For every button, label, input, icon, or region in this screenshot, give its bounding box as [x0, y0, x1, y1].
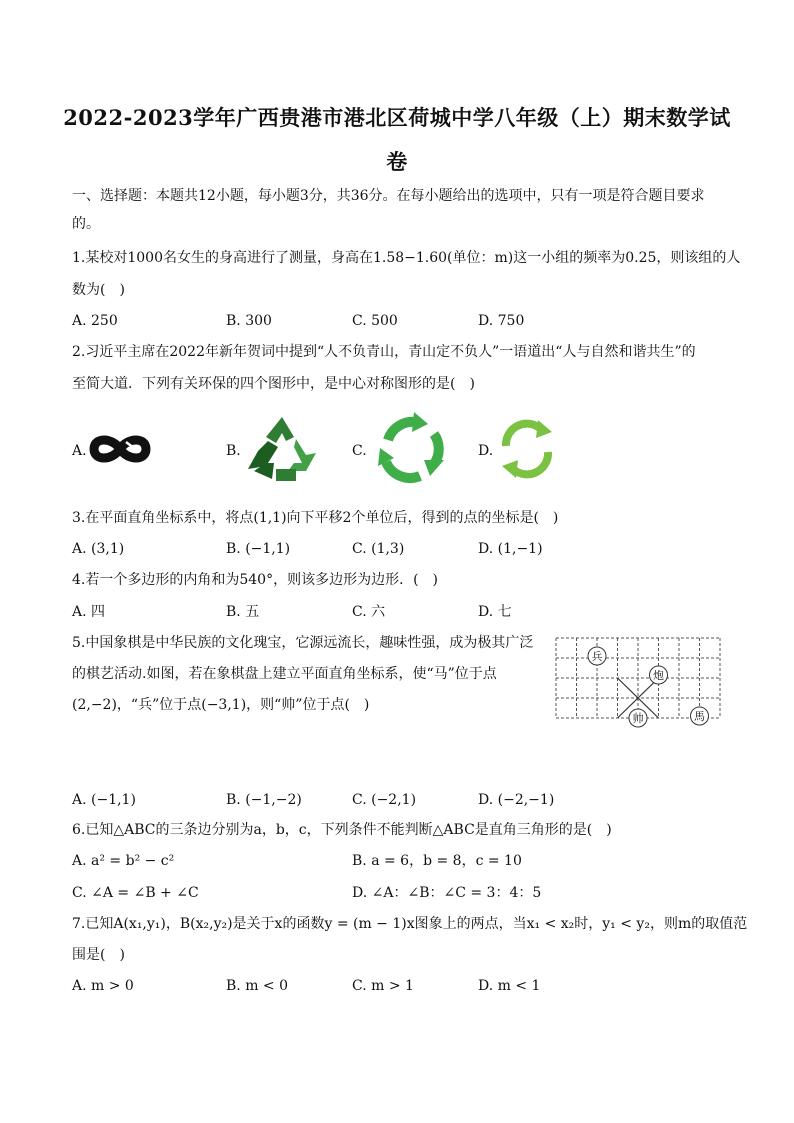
q2-option-b-label[interactable]: B. [226, 443, 241, 459]
piece-ma: 馬 [694, 710, 705, 723]
exam-title-line2: 卷 [386, 149, 408, 174]
q1-text-line1: 1.某校对1000名女生的身高进行了测量，身高在1.58−1.60(单位：m)这一小组的频率为0.25，则该组的人 [72, 250, 741, 266]
q3-text: 3.在平面直角坐标系中，将点(1,1)向下平移2个单位后，得到的点的坐标是( ) [72, 510, 559, 526]
q3-option-c[interactable]: C. (1,3) [352, 541, 405, 557]
chess-board-figure [552, 632, 724, 734]
section-heading-line1: 一、选择题：本题共12小题，每小题3分，共36分。在每小题给出的选项中，只有一项是符合题目要求 [72, 188, 705, 204]
recycle-triangle-icon[interactable] [244, 413, 320, 485]
q5-option-b[interactable]: B. (−1,−2) [226, 792, 302, 808]
q5-text-line1: 5.中国象棋是中华民族的文化瑰宝，它源远流长，趣味性强，成为极其广泛 [72, 635, 534, 651]
q6-option-a[interactable]: A. a² = b² − c² [72, 853, 175, 869]
refresh-arrows-icon[interactable] [494, 416, 560, 482]
q4-option-c[interactable]: C. 六 [352, 604, 386, 620]
section-heading-line2: 的。 [72, 216, 100, 232]
q2-text-line2: 至简大道．下列有关环保的四个图形中，是中心对称图形的是( ) [72, 376, 475, 392]
q2-text-line1: 2.习近平主席在2022年新年贺词中提到“人不负青山，青山定不负人”一语道出“人与自然和谐共生”的 [72, 344, 696, 360]
q6-text: 6.已知△ABC的三条边分别为a，b，c，下列条件不能判断△ABC是直角三角形的是( ) [72, 822, 612, 838]
q7-text-line1: 7.已知A(x₁,y₁)，B(x₂,y₂)是关于x的函数y = (m − 1)x图象上的两点，当x₁ < x₂时，y₁ < y₂，则m的取值范 [72, 916, 748, 932]
q4-text: 4.若一个多边形的内角和为540°，则该多边形为边形．( ) [72, 572, 439, 588]
q1-option-b[interactable]: B. 300 [226, 313, 272, 329]
q6-option-c[interactable]: C. ∠A = ∠B + ∠C [72, 885, 199, 901]
q2-option-a-label[interactable]: A. [72, 443, 87, 459]
q7-option-d[interactable]: D. m < 1 [478, 978, 541, 994]
q1-text-line2: 数为( ) [72, 282, 125, 298]
infinity-symbol-icon[interactable] [88, 428, 152, 470]
q5-option-a[interactable]: A. (−1,1) [72, 792, 136, 808]
q3-option-a[interactable]: A. (3,1) [72, 541, 125, 557]
piece-bing: 兵 [591, 650, 603, 663]
q5-text-line3: (2,−2)，“兵”位于点(−3,1)，则“帅”位于点( ) [72, 697, 370, 713]
q1-option-d[interactable]: D. 750 [478, 313, 525, 329]
q7-text-line2: 围是( ) [72, 947, 125, 963]
q6-option-d[interactable]: D. ∠A：∠B：∠C = 3：4：5 [352, 885, 542, 901]
piece-pao: 炮 [653, 669, 664, 682]
q7-option-c[interactable]: C. m > 1 [352, 978, 414, 994]
q1-option-a[interactable]: A. 250 [72, 313, 118, 329]
q4-option-b[interactable]: B. 五 [226, 604, 260, 620]
exam-title-line1: 2022-2023学年广西贵港市港北区荷城中学八年级（上）期末数学试 [63, 105, 731, 130]
q2-option-d-label[interactable]: D. [478, 443, 494, 459]
q5-text-line2: 的棋艺活动.如图，若在象棋盘上建立平面直角坐标系，使“马”位于点 [72, 666, 497, 682]
q1-option-c[interactable]: C. 500 [352, 313, 398, 329]
recycle-circle-arrows-icon[interactable] [370, 410, 454, 490]
q7-option-a[interactable]: A. m > 0 [72, 978, 134, 994]
q3-option-b[interactable]: B. (−1,1) [226, 541, 291, 557]
q3-option-d[interactable]: D. (1,−1) [478, 541, 543, 557]
q4-option-a[interactable]: A. 四 [72, 604, 106, 620]
q5-option-d[interactable]: D. (−2,−1) [478, 792, 555, 808]
q4-option-d[interactable]: D. 七 [478, 604, 512, 620]
q7-option-b[interactable]: B. m < 0 [226, 978, 289, 994]
q6-option-b[interactable]: B. a = 6，b = 8，c = 10 [352, 853, 522, 869]
q2-option-c-label[interactable]: C. [352, 443, 367, 459]
piece-shuai: 帅 [632, 712, 644, 725]
q5-option-c[interactable]: C. (−2,1) [352, 792, 417, 808]
